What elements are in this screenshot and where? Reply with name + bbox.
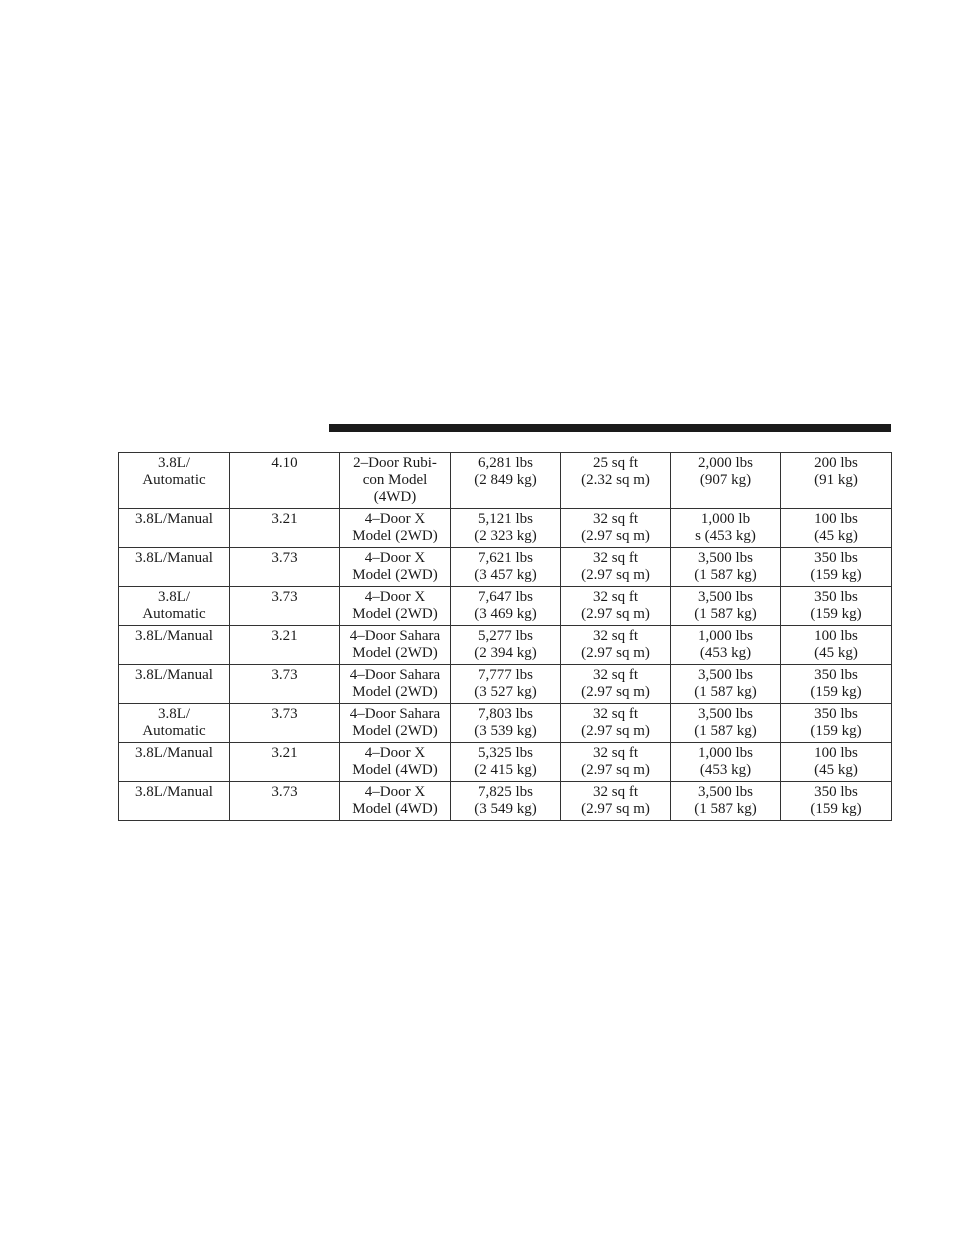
cell-text: (2.97 sq m)	[581, 567, 650, 583]
cell-text: (453 kg)	[699, 762, 752, 778]
cell-text: (2 415 kg)	[474, 762, 537, 778]
engine-transmission-cell	[119, 782, 230, 821]
cell-text: 3.73	[271, 667, 298, 683]
table-row	[119, 704, 892, 743]
table-row	[119, 665, 892, 704]
max-gtw-cell	[671, 587, 781, 626]
cell-text: (2.97 sq m)	[581, 723, 650, 739]
cell-text: 2–Door Rubi-	[353, 455, 437, 471]
gcwr-cell	[451, 782, 561, 821]
table-row	[119, 509, 892, 548]
cell-text: 3,500 lbs	[697, 667, 753, 683]
engine-transmission-cell	[119, 743, 230, 782]
cell-text: (3 527 kg)	[474, 684, 537, 700]
cell-text: 3.8L/	[157, 706, 191, 722]
cell-text: (1 587 kg)	[694, 723, 757, 739]
max-gtw-cell	[671, 548, 781, 587]
cell-text: (453 kg)	[699, 645, 752, 661]
cell-text: 1,000 lbs	[697, 628, 753, 644]
cell-text: 7,825 lbs	[477, 784, 533, 800]
header-rule	[329, 424, 891, 432]
max-tongue-weight-cell	[781, 587, 892, 626]
cell-text: 3.73	[271, 589, 298, 605]
max-gtw-cell	[671, 743, 781, 782]
cell-text: (3 457 kg)	[474, 567, 537, 583]
cell-text: (3 469 kg)	[474, 606, 537, 622]
cell-text: (159 kg)	[810, 684, 862, 700]
cell-text: 3.73	[271, 784, 298, 800]
cell-text: (45 kg)	[814, 762, 858, 778]
cell-text: Model (4WD)	[352, 801, 438, 817]
max-tongue-weight-cell	[781, 665, 892, 704]
cell-text: 3.21	[271, 745, 298, 761]
cell-text: (1 587 kg)	[694, 567, 757, 583]
cell-text: (2 849 kg)	[474, 472, 537, 488]
cell-text: 3.8L/Manual	[135, 550, 213, 566]
cell-text: 4–Door Sahara	[349, 667, 441, 683]
max-tongue-weight-cell	[781, 626, 892, 665]
model-cell	[340, 509, 451, 548]
frontal-area-cell	[561, 704, 671, 743]
cell-text: 6,281 lbs	[477, 455, 533, 471]
cell-text: 7,777 lbs	[477, 667, 533, 683]
cell-text: 3.8L/Manual	[135, 667, 213, 683]
model-cell	[340, 704, 451, 743]
cell-text: 100 lbs	[814, 628, 858, 644]
table-row	[119, 782, 892, 821]
cell-text: 100 lbs	[814, 511, 858, 527]
cell-text: Model (2WD)	[352, 567, 438, 583]
cell-text: Automatic	[142, 472, 206, 488]
cell-text: (3 539 kg)	[474, 723, 537, 739]
cell-text: 4–Door X	[364, 589, 426, 605]
cell-text: 4–Door Sahara	[349, 628, 441, 644]
cell-text: 3,500 lbs	[697, 784, 753, 800]
engine-transmission-cell	[119, 453, 230, 509]
cell-text: (45 kg)	[814, 528, 858, 544]
cell-text: 4.10	[271, 455, 298, 471]
axle-ratio-cell	[230, 587, 340, 626]
cell-text: 32 sq ft	[593, 589, 638, 605]
cell-text: Model (2WD)	[352, 606, 438, 622]
cell-text: 25 sq ft	[593, 455, 638, 471]
axle-ratio-cell	[230, 548, 340, 587]
table-row	[119, 743, 892, 782]
cell-text: (2 323 kg)	[474, 528, 537, 544]
gcwr-cell	[451, 453, 561, 509]
engine-transmission-cell	[119, 509, 230, 548]
gcwr-cell	[451, 587, 561, 626]
cell-text: Model (2WD)	[352, 528, 438, 544]
cell-text: (2.97 sq m)	[581, 801, 650, 817]
max-tongue-weight-cell	[781, 782, 892, 821]
max-tongue-weight-cell	[781, 743, 892, 782]
gcwr-cell	[451, 626, 561, 665]
cell-text: 5,121 lbs	[477, 511, 533, 527]
table-row	[119, 453, 892, 509]
cell-text: 3,500 lbs	[697, 706, 753, 722]
cell-text: 4–Door X	[364, 745, 426, 761]
frontal-area-cell	[561, 548, 671, 587]
axle-ratio-cell	[230, 704, 340, 743]
axle-ratio-cell	[230, 782, 340, 821]
table-row	[119, 587, 892, 626]
cell-text: 1,000 lb	[700, 511, 751, 527]
table-row	[119, 626, 892, 665]
cell-text: (907 kg)	[699, 472, 752, 488]
model-cell	[340, 665, 451, 704]
cell-text: Model (2WD)	[352, 645, 438, 661]
cell-text: Model (2WD)	[352, 723, 438, 739]
cell-text: (2.97 sq m)	[581, 606, 650, 622]
cell-text: (2.97 sq m)	[581, 528, 650, 544]
max-tongue-weight-cell	[781, 548, 892, 587]
cell-text: 3.73	[271, 550, 298, 566]
max-gtw-cell	[671, 626, 781, 665]
frontal-area-cell	[561, 743, 671, 782]
cell-text: (1 587 kg)	[694, 684, 757, 700]
cell-text: 32 sq ft	[593, 706, 638, 722]
cell-text: 3.8L/Manual	[135, 511, 213, 527]
cell-text: 350 lbs	[814, 589, 858, 605]
cell-text: (2.32 sq m)	[581, 472, 650, 488]
cell-text: 2,000 lbs	[697, 455, 753, 471]
cell-text: con Model	[362, 472, 428, 488]
axle-ratio-cell	[230, 453, 340, 509]
cell-text: 32 sq ft	[593, 628, 638, 644]
model-cell	[340, 453, 451, 509]
cell-text: 3,500 lbs	[697, 589, 753, 605]
engine-transmission-cell	[119, 548, 230, 587]
engine-transmission-cell	[119, 704, 230, 743]
cell-text: 3,500 lbs	[697, 550, 753, 566]
cell-text: 3.73	[271, 706, 298, 722]
cell-text: 4–Door Sahara	[349, 706, 441, 722]
cell-text: 3.8L/	[157, 589, 191, 605]
cell-text: 32 sq ft	[593, 784, 638, 800]
cell-text: 5,277 lbs	[477, 628, 533, 644]
engine-transmission-cell	[119, 665, 230, 704]
cell-text: 3.8L/Manual	[135, 628, 213, 644]
cell-text: (159 kg)	[810, 567, 862, 583]
cell-text: 7,647 lbs	[477, 589, 533, 605]
axle-ratio-cell	[230, 509, 340, 548]
cell-text: 350 lbs	[814, 667, 858, 683]
cell-text: (159 kg)	[810, 801, 862, 817]
cell-text: 200 lbs	[814, 455, 858, 471]
model-cell	[340, 743, 451, 782]
cell-text: 32 sq ft	[593, 745, 638, 761]
cell-text: 3.8L/Manual	[135, 784, 213, 800]
axle-ratio-cell	[230, 743, 340, 782]
cell-text: 7,621 lbs	[477, 550, 533, 566]
cell-text: 3.8L/Manual	[135, 745, 213, 761]
cell-text: (2.97 sq m)	[581, 645, 650, 661]
model-cell	[340, 782, 451, 821]
cell-text: 4–Door X	[364, 550, 426, 566]
max-gtw-cell	[671, 704, 781, 743]
max-gtw-cell	[671, 782, 781, 821]
axle-ratio-cell	[230, 626, 340, 665]
max-gtw-cell	[671, 665, 781, 704]
gcwr-cell	[451, 704, 561, 743]
cell-text: s (453 kg)	[695, 528, 756, 544]
engine-transmission-cell	[119, 587, 230, 626]
cell-text: (2.97 sq m)	[581, 762, 650, 778]
cell-text: 100 lbs	[814, 745, 858, 761]
frontal-area-cell	[561, 587, 671, 626]
model-cell	[340, 626, 451, 665]
max-tongue-weight-cell	[781, 704, 892, 743]
cell-text: (159 kg)	[810, 606, 862, 622]
gcwr-cell	[451, 665, 561, 704]
towing-spec-table	[118, 452, 892, 821]
engine-transmission-cell	[119, 626, 230, 665]
cell-text: Automatic	[142, 723, 206, 739]
cell-text: (159 kg)	[810, 723, 862, 739]
cell-text: (45 kg)	[814, 645, 858, 661]
cell-text: 32 sq ft	[593, 511, 638, 527]
cell-text: Automatic	[142, 606, 206, 622]
gcwr-cell	[451, 548, 561, 587]
cell-text: (2 394 kg)	[474, 645, 537, 661]
cell-text: 4–Door X	[364, 784, 426, 800]
frontal-area-cell	[561, 782, 671, 821]
cell-text: 350 lbs	[814, 784, 858, 800]
cell-text: Model (2WD)	[352, 684, 438, 700]
cell-text: 7,803 lbs	[477, 706, 533, 722]
cell-text: 3.21	[271, 628, 298, 644]
cell-text: (4WD)	[373, 489, 417, 505]
cell-text: (2.97 sq m)	[581, 684, 650, 700]
cell-text: (1 587 kg)	[694, 801, 757, 817]
max-gtw-cell	[671, 509, 781, 548]
cell-text: (3 549 kg)	[474, 801, 537, 817]
cell-text: (91 kg)	[814, 472, 858, 488]
gcwr-cell	[451, 509, 561, 548]
max-tongue-weight-cell	[781, 509, 892, 548]
table-body	[119, 453, 892, 821]
frontal-area-cell	[561, 453, 671, 509]
cell-text: (1 587 kg)	[694, 606, 757, 622]
frontal-area-cell	[561, 626, 671, 665]
frontal-area-cell	[561, 509, 671, 548]
axle-ratio-cell	[230, 665, 340, 704]
cell-text: 5,325 lbs	[477, 745, 533, 761]
cell-text: 4–Door X	[364, 511, 426, 527]
cell-text: 1,000 lbs	[697, 745, 753, 761]
table-row	[119, 548, 892, 587]
model-cell	[340, 587, 451, 626]
cell-text: 3.8L/	[157, 455, 191, 471]
cell-text: 32 sq ft	[593, 667, 638, 683]
max-gtw-cell	[671, 453, 781, 509]
frontal-area-cell	[561, 665, 671, 704]
cell-text: Model (4WD)	[352, 762, 438, 778]
cell-text: 350 lbs	[814, 706, 858, 722]
cell-text: 350 lbs	[814, 550, 858, 566]
cell-text: 3.21	[271, 511, 298, 527]
max-tongue-weight-cell	[781, 453, 892, 509]
cell-text: 32 sq ft	[593, 550, 638, 566]
model-cell	[340, 548, 451, 587]
gcwr-cell	[451, 743, 561, 782]
